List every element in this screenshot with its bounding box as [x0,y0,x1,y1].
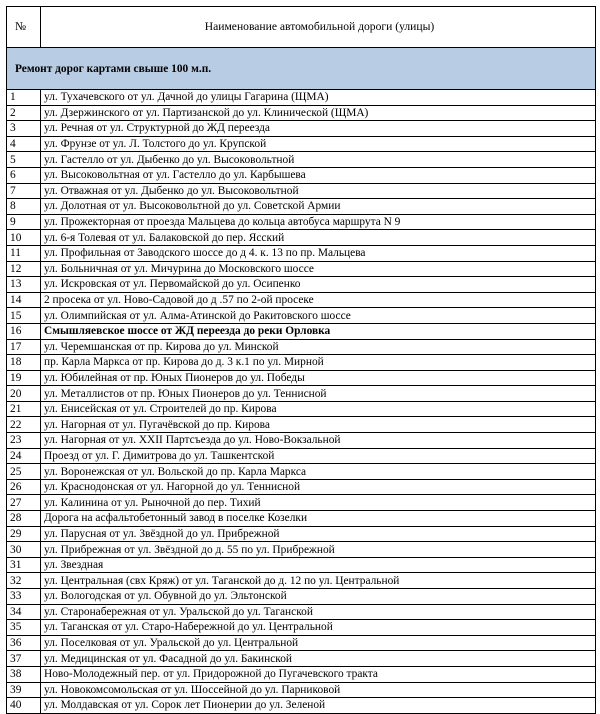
table-row [7,495,596,511]
row-number: 40 [7,698,41,714]
row-number: 4 [7,136,41,152]
table-row [7,698,596,714]
table-row [7,433,596,449]
road-name: ул. Гастелло от ул. Дыбенко до ул. Высоковольтной [41,152,596,168]
row-number: 24 [7,448,41,464]
table-row [7,214,596,230]
road-name: ул. Юбилейная от пр. Юных Пионеров до ул. Победы [41,370,596,386]
road-name: ул. Медицинская от ул. Фасадной до ул. Бакинской [41,651,596,667]
table-row [7,417,596,433]
row-number: 32 [7,573,41,589]
row-number: 21 [7,401,41,417]
row-number: 10 [7,230,41,246]
road-name: 2 просека от ул. Ново-Садовой до д .57 по 2-ой просеке [41,292,596,308]
road-name: Смышляевское шоссе от ЖД переезда до реки Орловка [41,323,596,339]
table-row [7,323,596,339]
table-row [7,308,596,324]
road-name: ул. Больничная от ул. Мичурина до Московского шоссе [41,261,596,277]
road-name: ул. Енисейская от ул. Строителей до пр. Кирова [41,401,596,417]
table-row [7,666,596,682]
road-name: ул. Речная от ул. Структурной до ЖД переезда [41,121,596,137]
road-name: ул. Новокомсомольская от ул. Шоссейной до ул. Парниковой [41,682,596,698]
row-number: 20 [7,386,41,402]
table-row [7,245,596,261]
row-number: 39 [7,682,41,698]
road-name: ул. Звездная [41,557,596,573]
row-number: 19 [7,370,41,386]
row-number: 22 [7,417,41,433]
table-row [7,401,596,417]
road-name: ул. Отважная от ул. Дыбенко до ул. Высоковольтной [41,183,596,199]
road-name: ул. Нагорная от ул. XXII Партсъезда до ул. Ново-Вокзальной [41,433,596,449]
table-header-row [7,7,596,48]
table-row [7,370,596,386]
table-row [7,183,596,199]
road-name: ул. Черемшанская от пр. Кирова до ул. Минской [41,339,596,355]
row-number: 14 [7,292,41,308]
row-number: 3 [7,121,41,137]
road-name: ул. Тухачевского от ул. Дачной до улицы Гагарина (ЩМА) [41,90,596,106]
table-row [7,464,596,480]
row-number: 13 [7,277,41,293]
road-name: ул. Молдавская от ул. Сорок лет Пионерии до ул. Зеленой [41,698,596,714]
road-name: Проезд от ул. Г. Димитрова до ул. Ташкентской [41,448,596,464]
road-name: ул. Прожекторная от проезда Мальцева до кольца автобуса маршрута N 9 [41,214,596,230]
row-number: 17 [7,339,41,355]
row-number: 26 [7,479,41,495]
road-name-column-header: Наименование автомобильной дороги (улицы) [41,7,596,48]
road-name: ул. Прибрежная от ул. Звёздной до д. 55 по ул. Прибрежной [41,542,596,558]
table-row [7,167,596,183]
road-name: ул. Дзержинского от ул. Партизанской до ул. Клинической (ЩМА) [41,105,596,121]
row-number: 33 [7,589,41,605]
row-number: 37 [7,651,41,667]
table-row [7,121,596,137]
road-name: ул. Краснодонская от ул. Нагорной до ул. Теннисной [41,479,596,495]
table-row [7,199,596,215]
table-row [7,136,596,152]
table-row [7,90,596,106]
table-row [7,526,596,542]
road-name: ул. Калинина от ул. Рыночной до пер. Тихий [41,495,596,511]
table-row [7,479,596,495]
row-number: 2 [7,105,41,121]
road-name: ул. Искровская от ул. Первомайской до ул. Осипенко [41,277,596,293]
table-row [7,573,596,589]
row-number: 25 [7,464,41,480]
row-number: 30 [7,542,41,558]
table-row [7,105,596,121]
table-row [7,635,596,651]
road-name: пр. Карла Маркса от пр. Кирова до д. 3 к.1 по ул. Мирной [41,355,596,371]
table-row [7,604,596,620]
row-number: 35 [7,620,41,636]
row-number: 23 [7,433,41,449]
road-name: ул. Вологодская от ул. Обувной до ул. Эльтонской [41,589,596,605]
road-name: ул. Олимпийская от ул. Алма-Атинской до Ракитовского шоссе [41,308,596,324]
table-row [7,386,596,402]
road-name: ул. Профильная от Заводского шоссе до д 4. к. 13 по пр. Мальцева [41,245,596,261]
table-row [7,620,596,636]
table-row [7,542,596,558]
road-name: Ново-Молодежный пер. от ул. Придорожной до Пугачевского тракта [41,666,596,682]
row-number: 12 [7,261,41,277]
road-name: ул. Нагорная от ул. Пугачёвской до пр. Кирова [41,417,596,433]
row-number: 15 [7,308,41,324]
row-number: 8 [7,199,41,215]
row-number: 6 [7,167,41,183]
section-title: Ремонт дорог картами свыше 100 м.п. [7,48,596,90]
row-number: 27 [7,495,41,511]
road-name: ул. 6-я Толевая от ул. Балаковской до пер. Ясский [41,230,596,246]
row-number: 18 [7,355,41,371]
table-row [7,355,596,371]
road-name: Дорога на асфальтобетонный завод в поселке Козелки [41,511,596,527]
table-row [7,292,596,308]
table-row [7,557,596,573]
number-column-header: № [7,7,41,48]
road-name: ул. Таганская от ул. Старо-Набережной до ул. Центральной [41,620,596,636]
table-row [7,651,596,667]
road-name: ул. Воронежская от ул. Вольской до пр. Карла Маркса [41,464,596,480]
section-header-row [7,48,596,90]
road-name: ул. Центральная (свх Кряж) от ул. Таганской до д. 12 по ул. Центральной [41,573,596,589]
table-row [7,261,596,277]
row-number: 34 [7,604,41,620]
roads-table [6,6,596,714]
row-number: 1 [7,90,41,106]
road-name: ул. Поселковая от ул. Уральской до ул. Центральной [41,635,596,651]
table-row [7,230,596,246]
road-name: ул. Фрунзе от ул. Л. Толстого до ул. Крупской [41,136,596,152]
row-number: 5 [7,152,41,168]
row-number: 7 [7,183,41,199]
road-name: ул. Парусная от ул. Звёздной до ул. Прибрежной [41,526,596,542]
table-row [7,511,596,527]
row-number: 29 [7,526,41,542]
table-row [7,339,596,355]
row-number: 9 [7,214,41,230]
road-name: ул. Высоковольтная от ул. Гастелло до ул. Карбышева [41,167,596,183]
row-number: 28 [7,511,41,527]
row-number: 38 [7,666,41,682]
table-row [7,682,596,698]
row-number: 31 [7,557,41,573]
row-number: 11 [7,245,41,261]
table-row [7,277,596,293]
road-name: ул. Долотная от ул. Высоковольтной до ул. Советской Армии [41,199,596,215]
table-row [7,448,596,464]
row-number: 36 [7,635,41,651]
road-name: ул. Старонабережная от ул. Уральской до ул. Таганской [41,604,596,620]
row-number: 16 [7,323,41,339]
road-name: ул. Металлистов от пр. Юных Пионеров до ул. Теннисной [41,386,596,402]
table-row [7,152,596,168]
table-row [7,589,596,605]
